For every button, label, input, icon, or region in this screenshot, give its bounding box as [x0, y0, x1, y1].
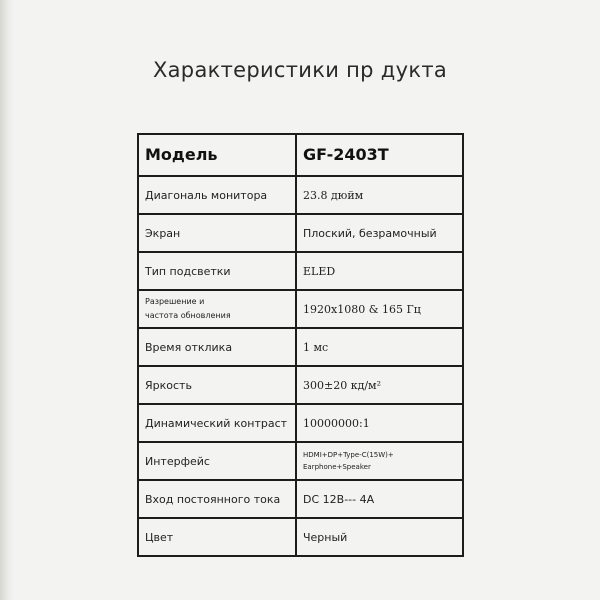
- row-value: Плоский, безрамочный: [303, 227, 437, 240]
- table-row: [138, 328, 463, 366]
- row-value: ELED: [303, 265, 336, 278]
- row-value: 10000000:1: [303, 417, 370, 430]
- row-label-cell: [138, 290, 296, 328]
- row-label: Время отклика: [145, 341, 233, 354]
- table-row: [138, 442, 463, 480]
- row-value-cell: [296, 442, 463, 480]
- row-label: Яркость: [145, 379, 192, 392]
- table-row: [138, 176, 463, 214]
- row-value: DC 12В--- 4A: [303, 493, 375, 506]
- row-value-line2: Earphone+Speaker: [303, 463, 371, 471]
- header-label: Модель: [145, 145, 218, 164]
- row-label: Цвет: [145, 531, 174, 544]
- row-label-cell: [138, 252, 296, 290]
- row-value-cell: [296, 328, 463, 366]
- page-title: Характеристики пр дукта: [152, 58, 448, 82]
- row-label: Вход постоянного тока: [145, 493, 281, 506]
- row-label-line1: Разрешение и: [145, 297, 205, 306]
- row-value-cell: [296, 176, 463, 214]
- row-label-line2: частота обновления: [145, 311, 231, 320]
- row-label: Тип подсветки: [145, 265, 231, 278]
- row-label-cell: [138, 480, 296, 518]
- row-value: 300±20 кд/м²: [303, 379, 382, 392]
- row-value-cell: [296, 252, 463, 290]
- row-label-cell: [138, 366, 296, 404]
- row-value-cell: [296, 366, 463, 404]
- spec-table: [137, 133, 464, 557]
- row-label: Диагональ монитора: [145, 189, 268, 202]
- row-value-cell: [296, 480, 463, 518]
- row-label: Интерфейс: [145, 455, 210, 468]
- table-row: [138, 480, 463, 518]
- row-value-cell: [296, 518, 463, 556]
- row-label-cell: [138, 328, 296, 366]
- table-row: [138, 214, 463, 252]
- row-label-cell: [138, 214, 296, 252]
- table-row: [138, 290, 463, 328]
- row-value: 1 мс: [303, 341, 329, 354]
- row-label: Экран: [145, 227, 181, 240]
- table-row: [138, 518, 463, 556]
- row-value: 23.8 дюйм: [303, 189, 364, 202]
- row-label: Динамический контраст: [145, 417, 288, 430]
- row-value-cell: [296, 404, 463, 442]
- table-row: [138, 252, 463, 290]
- row-value: 1920x1080 & 165 Гц: [303, 303, 421, 316]
- table-row: [138, 366, 463, 404]
- row-value: Черный: [303, 531, 348, 544]
- row-value-cell: [296, 290, 463, 328]
- row-value-line1: HDMI+DP+Type-C(15W)+: [303, 451, 394, 459]
- row-label-cell: [138, 176, 296, 214]
- header-value-cell: [296, 134, 463, 176]
- row-label-cell: [138, 404, 296, 442]
- table-header-row: [138, 134, 463, 176]
- header-value: GF-2403T: [303, 145, 389, 164]
- row-value-cell: [296, 214, 463, 252]
- row-label-cell: [138, 518, 296, 556]
- header-label-cell: [138, 134, 296, 176]
- table-row: [138, 404, 463, 442]
- row-label-cell: [138, 442, 296, 480]
- paper-shadow-edge: [0, 0, 14, 600]
